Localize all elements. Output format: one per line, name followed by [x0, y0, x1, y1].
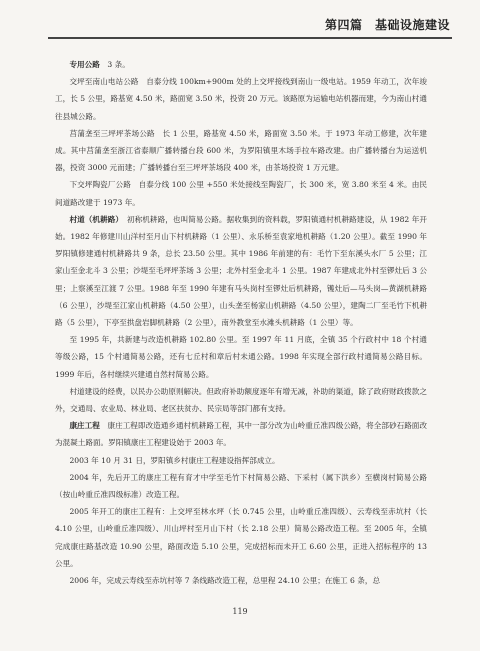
paragraph-text: 下交坪陶瓷厂公路 自泰分线 100 公里 +550 米处接线至陶瓷厂，长 300 米，宽 3.80 米至 4 米。由民间道路改建于 1973 年。: [55, 180, 427, 207]
paragraph: [55, 125, 427, 177]
paragraph-text: 莒蒲垄至三坪坪茶场公路 长 1 公里，路基宽 4.50 米，路面宽 3.50 米。于 1973 年动工修建，次年建成。其中莒蒲垄至浙江省泰顺广播转播台段 600 米，为罗阳镇里木场手拉车路改建。由广播转播台为运送机器，投资 3000 元而建；广播转播台至三坪坪茶场段 400 米，由茶场投资 1 万元建。: [55, 128, 427, 173]
section-heading: 康庄工程: [69, 421, 100, 431]
header-rule: [48, 37, 452, 39]
paragraph-text: 初称机耕路，也叫简易公路。据收集到的资料载，罗阳镇通村机耕路建设，从 1982 年开始。1982 年修建川山洋村至月山下村机耕路（1 公里）、永乐桥至袁家地机耕路（1.20 公里）。截至 1990 年罗阳镇修建通村机耕路共 9 条，总长 23.50 公里。其中 1986 年前建的有：毛竹下至东溪头水厂 5 公里；江家山至金北斗 3 公里；沙堤至毛坪坪茶场 3 公里；北外村至金北斗 1 公里。1987 年建成北外村至锣灶后 3 公里；上察溪至江渡 7 公里。1988 年至 1990 年建有马头岗村至锣灶后机耕路，镬灶后—马头岗—黄湖机耕路（6 公里），沙堤至江家山机耕路（4.50 公里），山头垄至杨家山机耕路（4.50 公里），建陶二厂至毛竹下机耕路（5 公里），下亭至拱盘岩脚机耕路（2 公里），南外教堂至水滩头机耕路（1 公里）等。: [55, 214, 427, 328]
paragraph: [55, 572, 427, 589]
paragraph-text: 2005 年开工的康庄工程有：上交坪至林水坪（长 0.745 公里，山岭重丘准四级）、云寿线至赤坑村（长 4.10 公里，山岭重丘准四级）、川山坪村至月山下村（长 2.18 公里）简易公路改造工程。至 2005 年，全镇完成康庄路基改造 10.90 公里，路面改造 5.10 公里，完成招标而未开工 6.60 公里，正进入招标程序的 13 公里。: [55, 507, 427, 568]
page-content: [55, 56, 427, 589]
paragraph-text: 至 1995 年，共新建与改造机耕路 102.80 公里。至 1997 年 11 月底，全镇 35 个行政村中 18 个村通等级公路，15 个村通简易公路，还有七丘村和章后村未通公路。1998 年实现全部行政村通简易公路目标。1999 年后，各村继续兴建通自然村简易公路。: [55, 335, 427, 379]
section-heading: 村道（机耕路）: [69, 214, 120, 224]
paragraph: [55, 56, 427, 73]
paragraph-text: 2006 年，完成云寿线至赤坑村等 7 条线路改造工程，总里程 24.10 公里；在施工 6 条，总: [69, 576, 381, 586]
header-title: 第四篇 基础设施建设: [324, 18, 450, 32]
paragraph-text: 2003 年 10 月 31 日，罗阳镇乡村康庄工程建设指挥部成立。: [69, 455, 280, 465]
paragraph: [55, 452, 427, 469]
paragraph-text: 交坪至南山电站公路 自泰分线 100km+900m 处的上交坪接线到南山一级电站。1959 年动工，次年竣工，长 5 公里，路基宽 4.50 米，路面宽 3.50 米，投资 20 万元。该路原为运输电站机器而建，今为南山村通往县城公路。: [55, 77, 427, 121]
paragraph: [55, 383, 427, 417]
paragraph: [55, 211, 427, 331]
paragraph-text: 2004 年，先后开工的康庄工程有育才中学至毛竹下村简易公路、下采村（属下洪乡）至横岗村简易公路（按山岭重丘准四级标准）改造工程。: [55, 472, 427, 500]
paragraph: [55, 417, 427, 451]
section-heading: 专用公路: [69, 60, 100, 69]
paragraph: [55, 176, 427, 210]
paragraph: [55, 331, 427, 383]
paragraph-text: 3 条。: [99, 60, 130, 69]
paragraph-text: 康庄工程即改造通乡通村机耕路工程，其中一部分改为山岭重丘准四级公路，将全部砂石路面改为混凝土路面。罗阳镇康庄工程建设始于 2003 年。: [55, 421, 428, 448]
paragraph: [55, 503, 427, 572]
page-header: [0, 0, 480, 40]
paragraph: [55, 469, 427, 503]
paragraph: [55, 73, 427, 125]
paragraph-text: 村道建设的经费，以民办公助原则解决。但政府补助额度逐年有增无减，补助的渠道，除了政府财政拨款之外，交通局、农业局、林业局、老区扶贫办、民宗局等部门都有支持。: [55, 386, 427, 414]
page-number: 119: [232, 607, 248, 616]
